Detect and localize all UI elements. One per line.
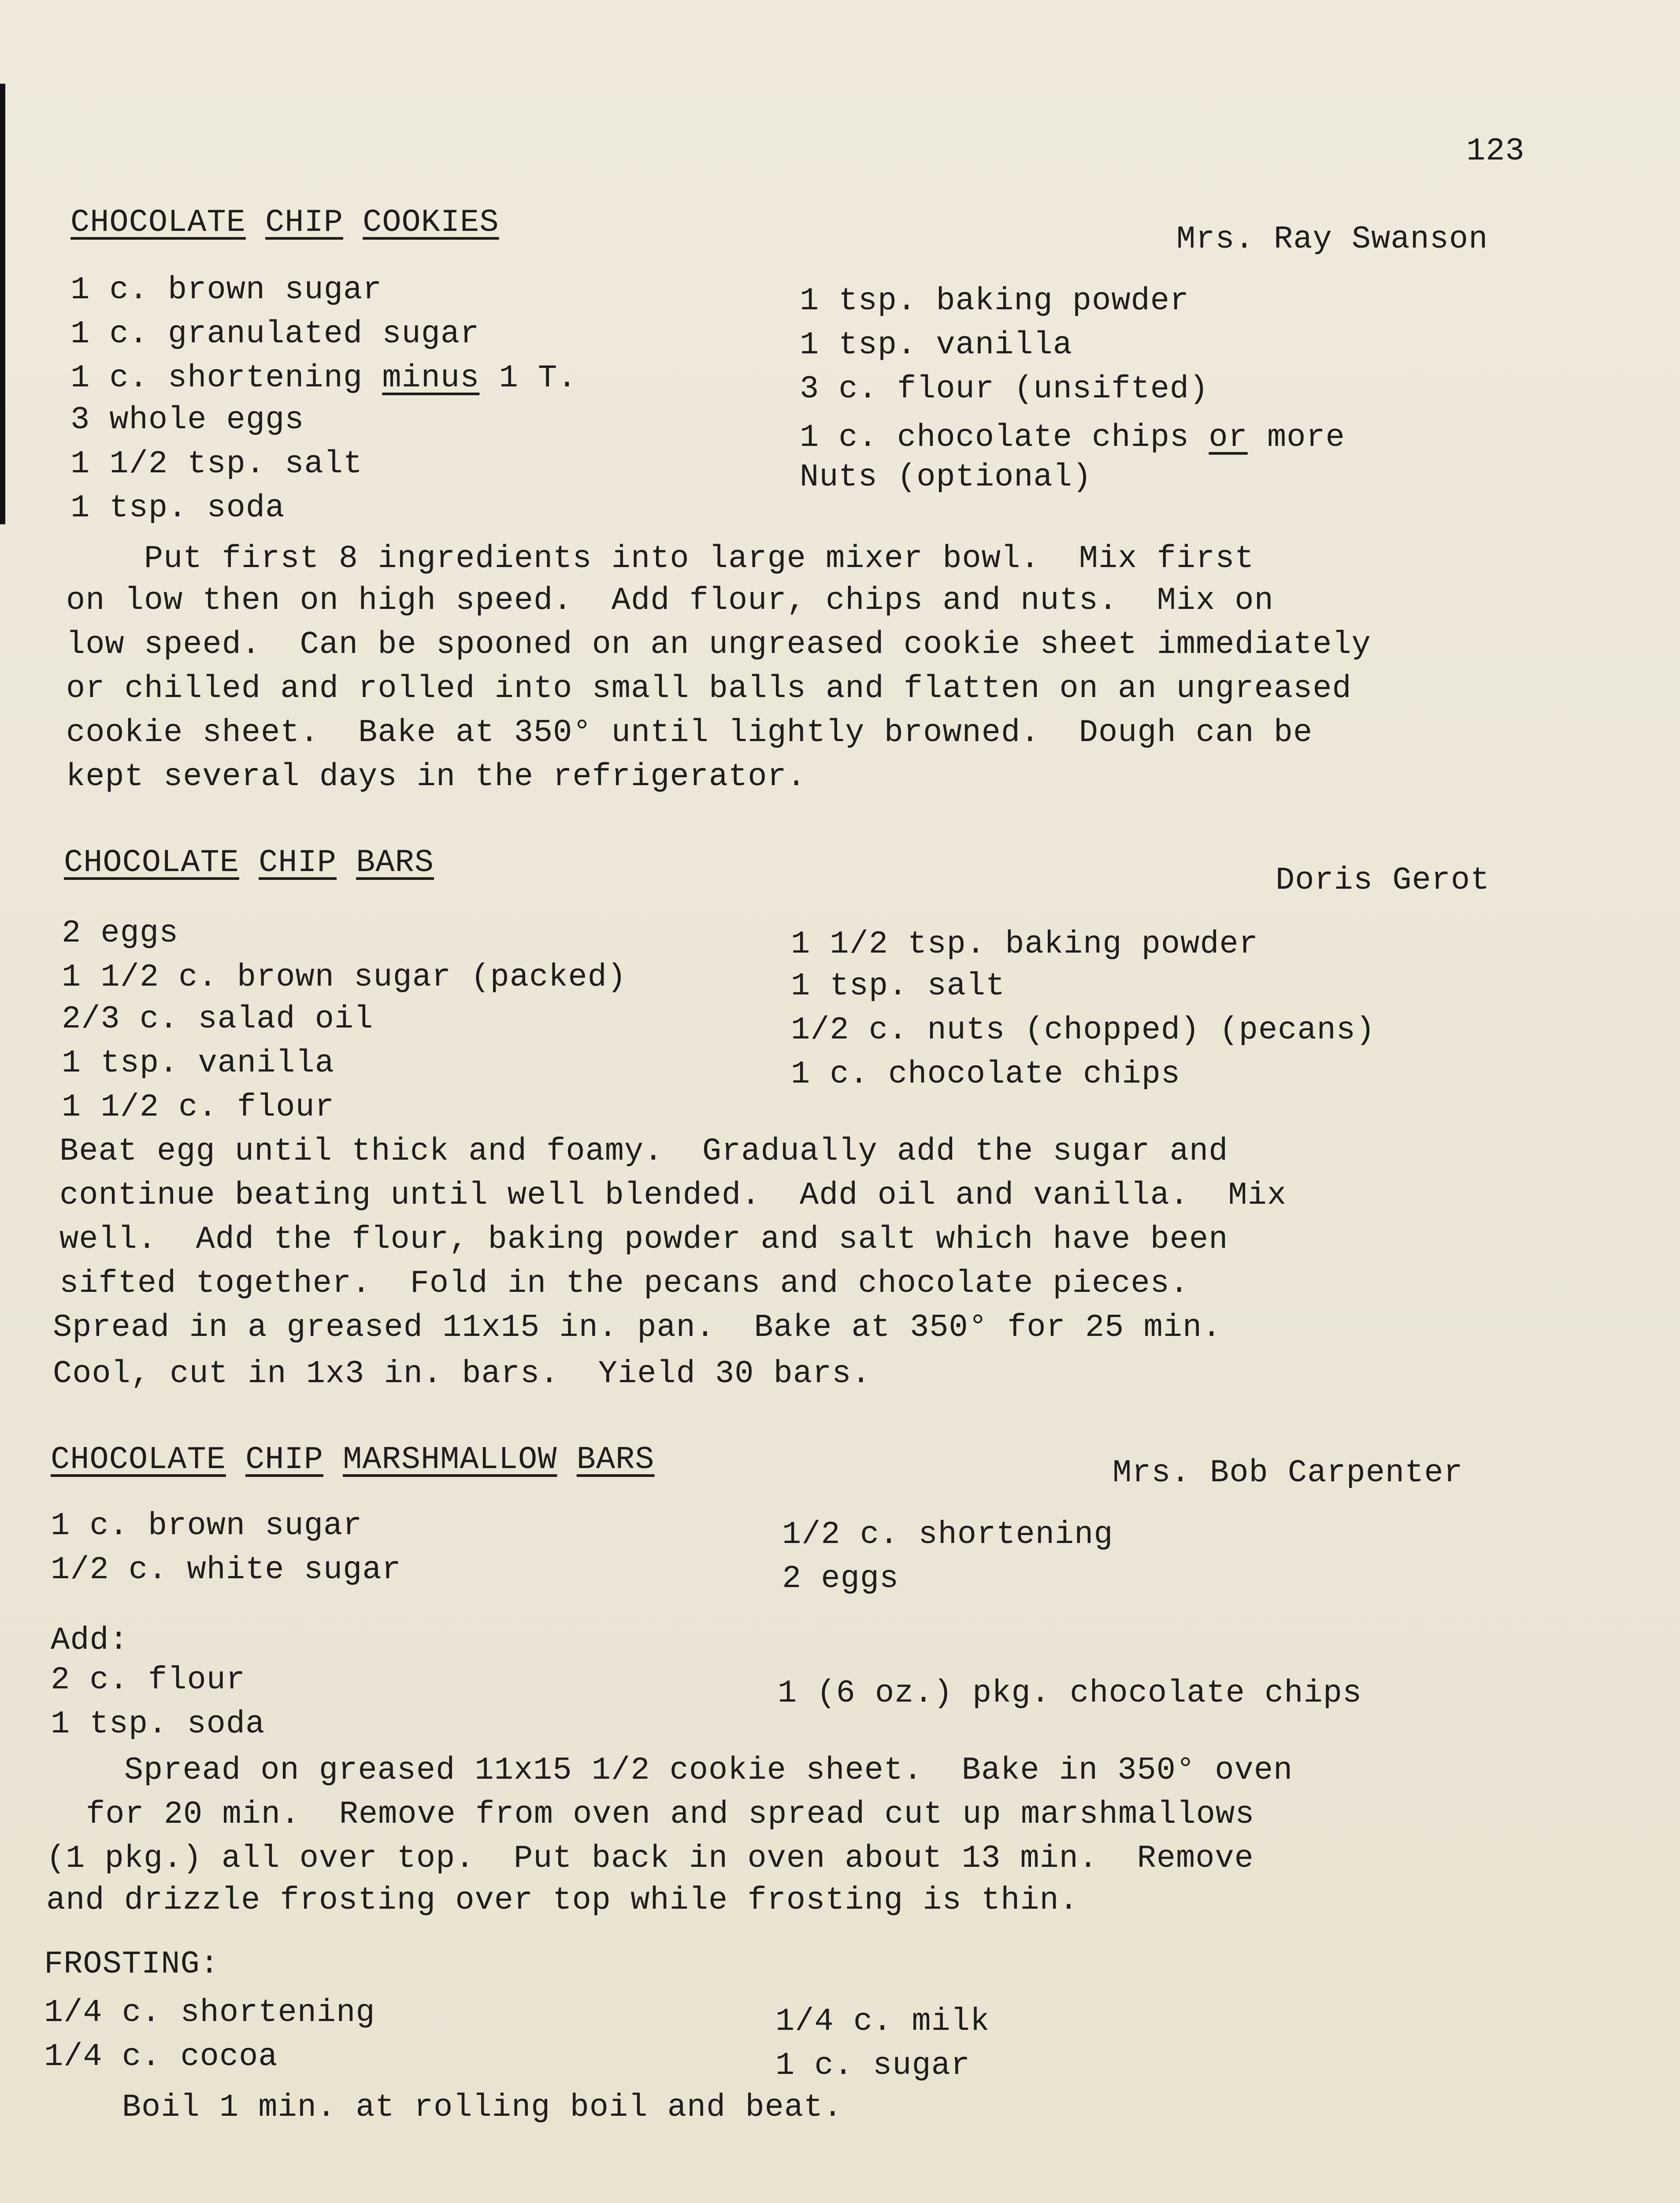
direction-line: (1 pkg.) all over top. Put back in oven about 13 min. Remove: [46, 1840, 1254, 1877]
ingredient: [800, 419, 1345, 456]
title-word: MARSHMALLOW: [343, 1442, 557, 1478]
direction-line: Boil 1 min. at rolling boil and beat.: [44, 2089, 843, 2125]
ingredient: 1/2 c. nuts (chopped) (pecans): [791, 1012, 1376, 1048]
ingredient: 1 1/2 tsp. salt: [70, 446, 363, 482]
title-word: BARS: [576, 1442, 655, 1478]
title-word: CHIP: [245, 1442, 323, 1478]
ingredient: 1 1/2 c. flour: [62, 1089, 334, 1125]
ingredient: 2 eggs: [782, 1561, 899, 1597]
ingredient: 1/4 c. milk: [775, 2003, 990, 2040]
title-word: BARS: [356, 845, 434, 881]
page-number: 123: [1466, 133, 1525, 169]
ingredient-tail: 1 T.: [479, 360, 577, 396]
direction-line: Spread in a greased 11x15 in. pan. Bake at 350° for 25 min.: [53, 1309, 1222, 1346]
ingredient: 1 c. granulated sugar: [70, 316, 480, 352]
ingredient: 1 tsp. soda: [70, 490, 285, 526]
direction-line: on low then on high speed. Add flour, chips and nuts. Mix on: [66, 582, 1274, 619]
ingredient: 1 c. brown sugar: [70, 272, 382, 308]
recipe-title: [64, 844, 434, 882]
ingredient-minus: minus: [382, 360, 480, 396]
title-word: CHOCOLATE: [70, 204, 246, 241]
direction-line: Spread on greased 11x15 1/2 cookie sheet. Bake in 350° oven: [46, 1752, 1293, 1788]
ingredient-text: 1 c. chocolate chips: [800, 419, 1209, 456]
recipe-author: Doris Gerot: [1276, 862, 1490, 898]
ingredient: Nuts (optional): [800, 459, 1092, 495]
ingredient: 1 c. brown sugar: [51, 1508, 363, 1544]
ingredient: 1 c. chocolate chips: [791, 1056, 1181, 1092]
ingredient: 3 c. flour (unsifted): [800, 371, 1209, 407]
recipe-author: Mrs. Bob Carpenter: [1113, 1455, 1463, 1491]
page-edge-mark: [0, 84, 5, 524]
ingredient-text: 1 c. shortening: [70, 360, 382, 396]
ingredient: 1 tsp. vanilla: [62, 1045, 334, 1081]
title-word: CHOCOLATE: [64, 845, 239, 881]
add-label: Add:: [51, 1622, 129, 1658]
direction-line: Put first 8 ingredients into large mixer bowl. Mix first: [66, 541, 1254, 577]
ingredient: 1 c. sugar: [775, 2047, 971, 2084]
direction-line: for 20 min. Remove from oven and spread cut up marshmallows: [86, 1796, 1255, 1832]
direction-line: kept several days in the refrigerator.: [66, 759, 806, 795]
direction-line: well. Add the flour, baking powder and salt which have been: [59, 1221, 1228, 1257]
direction-line: sifted together. Fold in the pecans and chocolate pieces.: [59, 1265, 1190, 1302]
ingredient: 2 c. flour: [51, 1662, 246, 1698]
direction-line: low speed. Can be spooned on an ungreased cookie sheet immediately: [66, 627, 1371, 663]
ingredient: 1 1/2 c. brown sugar (packed): [62, 959, 627, 995]
recipe-author: Mrs. Ray Swanson: [1176, 221, 1488, 257]
title-word: CHIP: [265, 204, 343, 241]
ingredient: 2 eggs: [62, 915, 179, 951]
direction-line: continue beating until well blended. Add oil and vanilla. Mix: [59, 1177, 1287, 1213]
direction-line: and drizzle frosting over top while frosting is thin.: [46, 1882, 1079, 1918]
direction-line: Cool, cut in 1x3 in. bars. Yield 30 bars.: [53, 1356, 871, 1392]
direction-line: cookie sheet. Bake at 350° until lightly browned. Dough can be: [66, 715, 1313, 751]
title-word: COOKIES: [363, 204, 499, 241]
ingredient: 1/2 c. shortening: [782, 1517, 1113, 1553]
ingredient: 1/4 c. cocoa: [44, 2039, 278, 2075]
ingredient-tail: more: [1247, 419, 1345, 456]
ingredient: 3 whole eggs: [70, 402, 304, 438]
ingredient: 1 tsp. vanilla: [800, 327, 1072, 363]
ingredient: 1/2 c. white sugar: [51, 1552, 401, 1588]
recipe-title: [51, 1441, 654, 1479]
ingredient: 2/3 c. salad oil: [62, 1001, 374, 1037]
title-word: CHOCOLATE: [51, 1442, 226, 1478]
ingredient: 1 tsp. salt: [791, 968, 1005, 1004]
ingredient: [70, 359, 577, 397]
title-word: CHIP: [259, 845, 337, 881]
recipe-title: [70, 204, 499, 241]
direction-line: Beat egg until thick and foamy. Gradually add the sugar and: [59, 1133, 1228, 1169]
ingredient: 1 tsp. soda: [51, 1706, 265, 1742]
frosting-label: FROSTING:: [44, 1946, 219, 1982]
ingredient: 1/4 c. shortening: [44, 1995, 375, 2031]
ingredient-or: or: [1209, 419, 1248, 456]
direction-line: or chilled and rolled into small balls and flatten on an ungreased: [66, 671, 1352, 707]
ingredient: 1 tsp. baking powder: [800, 283, 1190, 319]
ingredient: 1 (6 oz.) pkg. chocolate chips: [778, 1675, 1362, 1711]
ingredient: 1 1/2 tsp. baking powder: [791, 926, 1258, 962]
